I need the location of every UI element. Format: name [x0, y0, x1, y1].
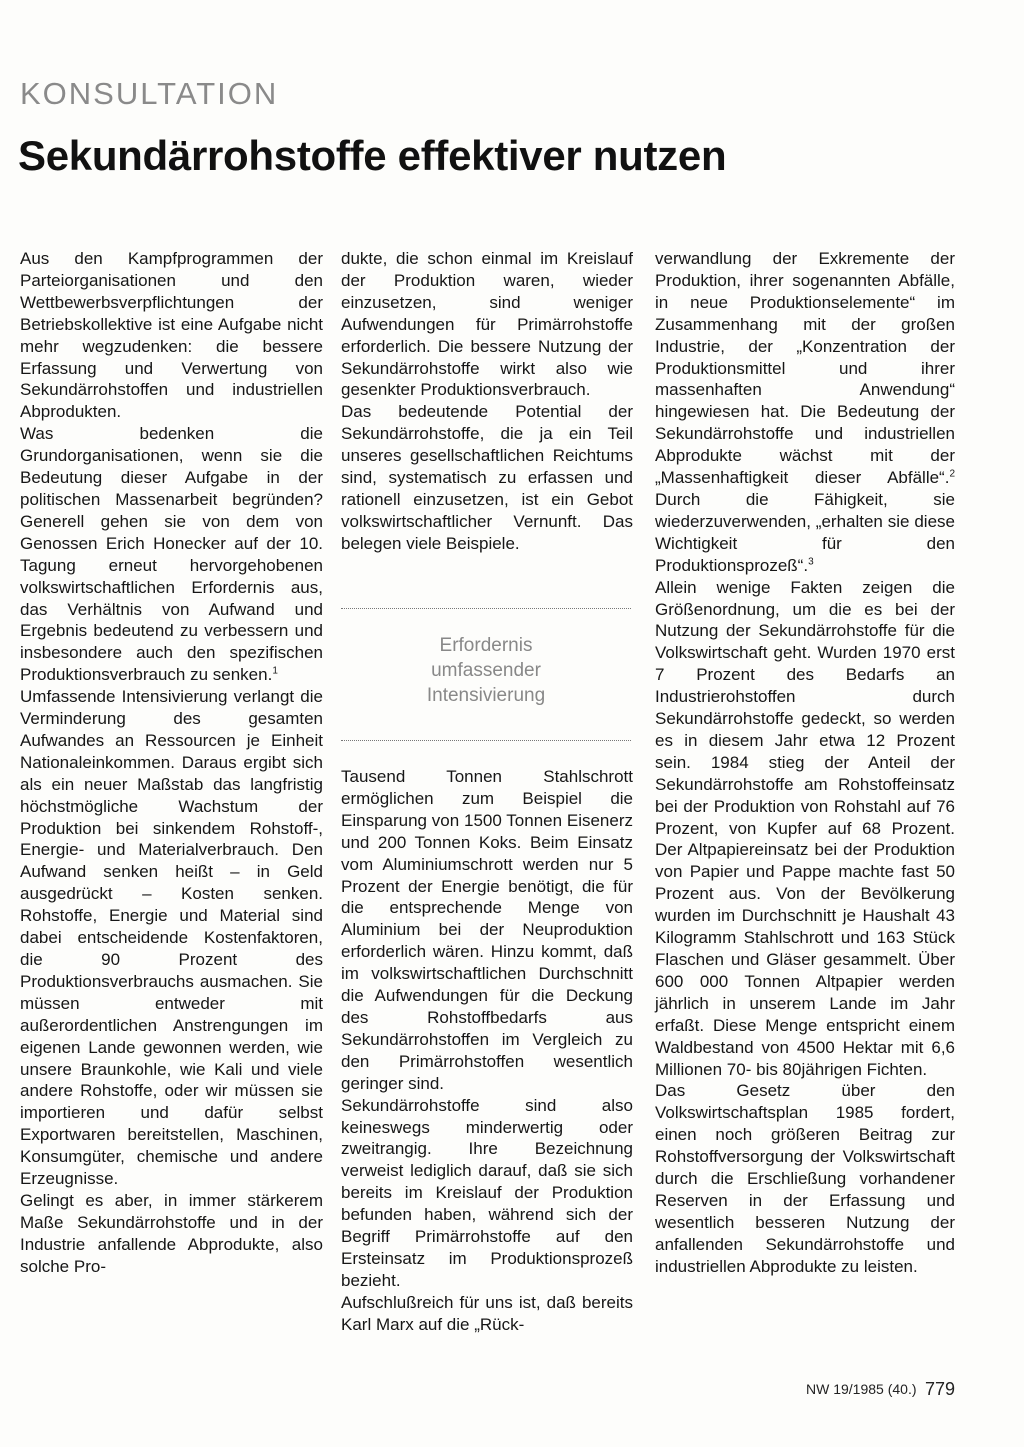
paragraph: Gelingt es aber, in immer stärkerem Maße Sekundärrohstoffe und in der Industrie anfallende Abprodukte, also solche Pro- [20, 1190, 323, 1276]
headline: Sekundärrohstoffe effektiver nutzen [18, 132, 727, 179]
paragraph: Umfassende Intensivierung verlangt die Verminderung des gesamten Aufwandes an Ressourcen je Einheit Nationaleinkommen. Daraus ergibt sich als ein neuer Maßstab das langfristig höchstmögliche Wachstum der Produktion bei sinkendem Rohstoff-, Energie- und Materialverbrauch. Den Aufwand senken heißt – in Geld ausgedrückt – Kosten senken. Rohstoffe, Energie und Material sind dabei entscheidende Kostenfaktoren, die 90 Prozent des Produktionsverbrauchs ausmachen. Sie müssen entweder mit außerordentlichen Anstrengungen im eigenen Lande gewonnen werden, wie unsere Braunkohle, wie Kali und viele andere Rohstoffe, oder wir müssen sie importieren und dafür selbst Exportwaren bereitstellen, Maschinen, Konsumgüter, chemische und andere Erzeugnisse. [20, 687, 323, 1189]
pull-quote-line: umfassender [431, 660, 541, 681]
paragraph: Was bedenken die Grundorganisationen, wenn sie die Bedeutung dieser Aufgabe in der politischen Massenarbeit begründen? Generell gehen sie von dem von Genossen Erich Honecker auf der 10. Tagung erneut hervorgehobenen volkswirtschaftlichen Erfordernis aus, das Verhältnis von Aufwand und Ergebnis bedeutend zu verbessern und insbesondere auch den spezifischen Produktionsverbrauch zu senken.$^1$ [20, 424, 323, 685]
issue-reference: NW 19/1985 (40.) [806, 1381, 917, 1397]
paragraph: Das Gesetz über den Volkswirtschaftsplan 1985 fordert, einen noch größeren Beitrag zur Rohstoffversorgung der Volkswirtschaft durch die Erschließung vorhandener Reserven in der Erfassung und wesentlich besseren Nutzung der anfallenden Sekundärrohstoffe und industriellen Abprodukte zu leisten. [655, 1081, 955, 1276]
pull-quote-rule-bottom [341, 740, 631, 741]
pull-quote-line: Intensivierung [426, 685, 546, 706]
footnote-ref: 2 [949, 468, 955, 480]
pull-quote-line: Erfordernis [439, 635, 533, 656]
pull-quote [341, 633, 631, 708]
column-2-bottom [341, 766, 633, 1336]
footnote-ref: 3 [808, 556, 814, 568]
paragraph: Tausend Tonnen Stahlschrott ermöglichen zum Beispiel die Einsparung von 1500 Tonnen Eisenerz und 200 Tonnen Koks. Beim Einsatz vom Aluminiumschrott werden nur 5 Prozent der Energie benötigt, die für die entsprechende Menge von Aluminium bei der Neuproduktion erforderlich wären. Hinzu kommt, daß im volkswirtschaftlichen Durchschnitt die Aufwendungen für die Deckung des Rohstoffbedarfs aus Sekundärrohstoffen im Vergleich zu den Primärrohstoffen wesentlich geringer sind. [341, 767, 633, 1093]
paragraph: verwandlung der Exkremente der Produktion, ihrer sogenannten Abfälle, in neue Produktionselemente“ im Zusammenhang mit der großen Industrie, der „Konzentration der Produktionsmittel und ihrer massenhaften Anwendung“ hingewiesen hat. Die Bedeutung der Sekundärrohstoffe und industriellen Abprodukte wächst mit der „Massenhaftigkeit dieser Abfälle“.$^2$ Durch die Fähigkeit, sie wiederzuverwenden, „erhalten sie diese Wichtigkeit für den Produktionsprozeß“.$^3$ [655, 249, 955, 575]
rubric: KONSULTATION [20, 76, 279, 111]
paragraph: Aus den Kampfprogrammen der Parteiorganisationen und den Wettbewerbsverpflichtungen der Betriebskollektive ist eine Aufgabe nicht mehr wegzudenken: die bessere Erfassung und Verwertung von Sekundärrohstoffen und industriellen Abprodukten. [20, 249, 323, 422]
paragraph: Aufschlußreich für uns ist, daß bereits Karl Marx auf die „Rück- [341, 1292, 633, 1334]
pull-quote-rule-top [341, 608, 631, 609]
column-3 [655, 248, 955, 1278]
page-number: 779 [925, 1379, 956, 1399]
paragraph: dukte, die schon einmal im Kreislauf der Produktion waren, wieder einzusetzen, sind weniger Aufwendungen für Primärrohstoffe erforderlich. Die bessere Nutzung der Sekundärrohstoffe wirkt also wie gesenkter Produktionsverbrauch. [341, 249, 633, 400]
paragraph: Sekundärrohstoffe sind also keineswegs minderwertig oder zweitrangig. Ihre Bezeichnung verweist lediglich darauf, daß sie sich bereits im Kreislauf der Produktion befunden haben, während sich der Begriff Primärrohstoffe auf den Ersteinsatz im Produktionsprozeß bezieht. [341, 1095, 633, 1290]
paragraph: Das bedeutende Potential der Sekundärrohstoffe, die ja ein Teil unseres gesellschaftlichen Reichtums sind, systematisch zu erfassen und rationell einzusetzen, ist ein Gebot volkswirtschaftlicher Vernunft. Das belegen viele Beispiele. [341, 402, 633, 553]
column-2-top [341, 248, 633, 555]
footnote-ref: 1 [272, 665, 278, 677]
column-1 [20, 248, 323, 1278]
paragraph: Allein wenige Fakten zeigen die Größenordnung, um die es bei der Nutzung der Sekundärrohstoffe für die Volkswirtschaft geht. Wurden 1970 erst 7 Prozent des Bedarfs an Industrierohstoffen durch Sekundärrohstoffe gedeckt, so werden es in diesem Jahr etwa 12 Prozent sein. 1984 stieg der Anteil der Sekundärrohstoffe am Rohstoffeinsatz bei der Produktion von Rohstahl auf 76 Prozent, von Kupfer auf 68 Prozent. Der Altpapiereinsatz bei der Produktion von Papier und Pappe machte fast 50 Prozent aus. Von der Bevölkerung wurden im Durchschnitt je Haushalt 43 Kilogramm Stahlschrott und 163 Stück Flaschen und Gläser gesammelt. Über 600 000 Tonnen Altpapier werden jährlich in unserem Lande im Jahr erfaßt. Diese Menge entspricht einem Waldbestand von 4500 Hektar mit 6,6 Millionen 70- bis 80jährigen Fichten. [655, 577, 955, 1079]
